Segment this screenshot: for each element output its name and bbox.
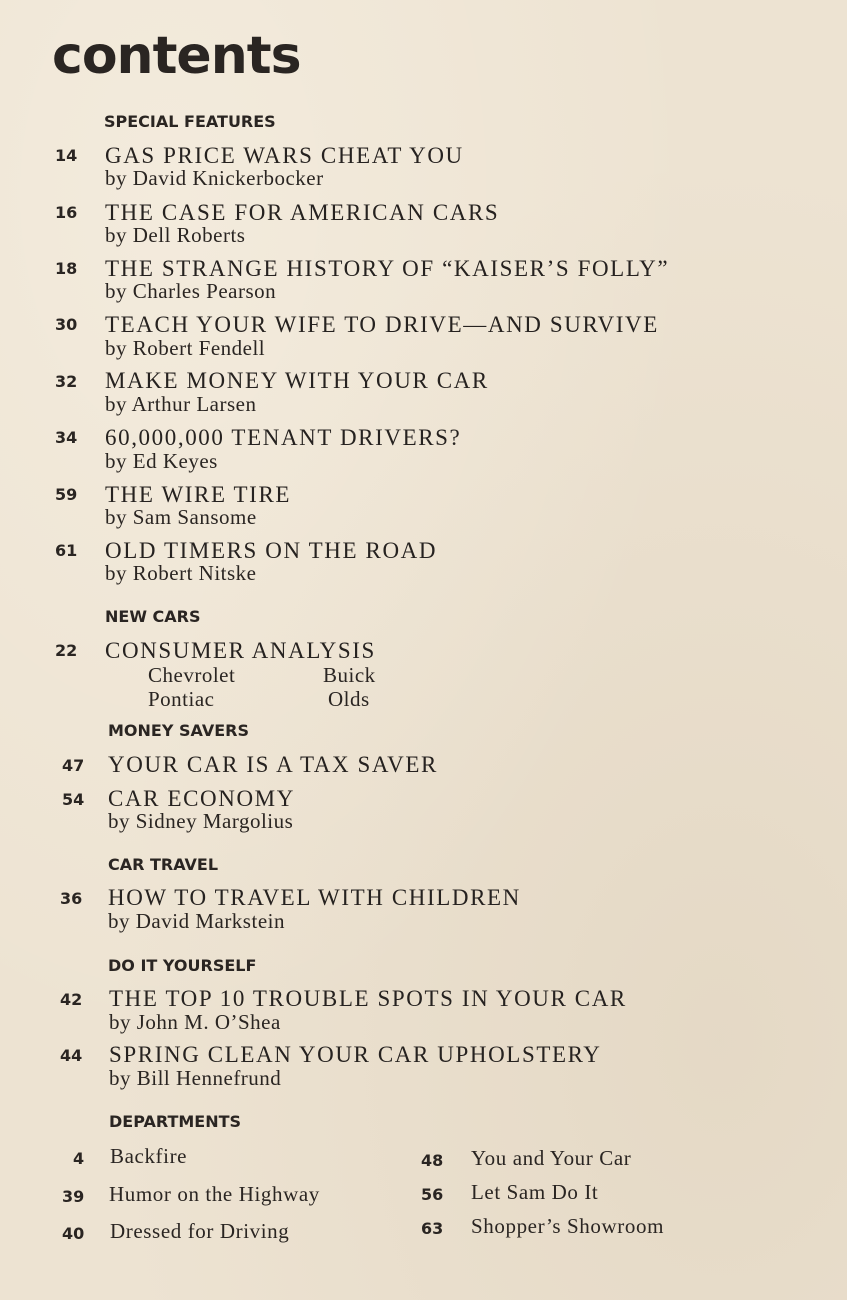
department-title: You and Your Car — [471, 1146, 632, 1170]
article-title: THE STRANGE HISTORY OF “KAISER’S FOLLY” — [105, 256, 670, 281]
department-title: Backfire — [110, 1144, 188, 1168]
department-title: Let Sam Do It — [471, 1180, 599, 1204]
page-number: 61 — [55, 541, 78, 560]
article-title: SPRING CLEAN YOUR CAR UPHOLSTERY — [109, 1042, 602, 1067]
article-title: GAS PRICE WARS CHEAT YOU — [105, 143, 464, 168]
page-number: 16 — [55, 203, 78, 222]
car-model: Pontiac — [148, 687, 215, 711]
page-number: 47 — [62, 756, 85, 775]
car-model: Buick — [323, 663, 376, 687]
page-number: 63 — [421, 1219, 444, 1238]
page-number: 42 — [60, 990, 83, 1009]
article-byline: by Bill Hennefrund — [109, 1066, 282, 1090]
car-model: Chevrolet — [148, 663, 236, 687]
page-number: 32 — [55, 372, 78, 391]
page-number: 4 — [73, 1149, 85, 1168]
page-number: 30 — [55, 315, 78, 334]
article-title: OLD TIMERS ON THE ROAD — [105, 538, 438, 563]
department-title: Humor on the Highway — [109, 1182, 320, 1206]
article-title: MAKE MONEY WITH YOUR CAR — [105, 368, 489, 393]
page-number: 44 — [60, 1046, 83, 1065]
page-number: 54 — [62, 790, 85, 809]
article-byline: by Dell Roberts — [105, 223, 246, 247]
page-number: 34 — [55, 428, 78, 447]
page-number: 36 — [60, 889, 83, 908]
car-model: Olds — [328, 687, 370, 711]
page-number: 48 — [421, 1151, 444, 1170]
department-title: Dressed for Driving — [110, 1219, 290, 1243]
page-number: 56 — [421, 1185, 444, 1204]
section-heading-special-features: SPECIAL FEATURES — [104, 112, 276, 131]
section-heading-do-it-yourself: DO IT YOURSELF — [108, 956, 257, 975]
article-title: CAR ECONOMY — [108, 786, 295, 811]
article-byline: by David Knickerbocker — [105, 166, 324, 190]
page-number: 18 — [55, 259, 78, 278]
page-number: 39 — [62, 1187, 85, 1206]
section-heading-car-travel: CAR TRAVEL — [108, 855, 219, 874]
article-title: YOUR CAR IS A TAX SAVER — [108, 752, 438, 777]
department-title: Shopper’s Showroom — [471, 1214, 665, 1238]
article-byline: by Arthur Larsen — [105, 392, 257, 416]
article-byline: by Sam Sansome — [105, 505, 257, 529]
article-title: CONSUMER ANALYSIS — [105, 638, 376, 663]
section-heading-money-savers: MONEY SAVERS — [108, 721, 249, 740]
article-byline: by Robert Fendell — [105, 336, 266, 360]
page-title: contents — [52, 26, 301, 86]
article-byline: by Robert Nitske — [105, 561, 257, 585]
article-byline: by Ed Keyes — [105, 449, 218, 473]
page-number: 59 — [55, 485, 78, 504]
article-byline: by John M. O’Shea — [109, 1010, 281, 1034]
section-heading-new-cars: NEW CARS — [105, 607, 201, 626]
article-title: HOW TO TRAVEL WITH CHILDREN — [108, 885, 521, 910]
article-byline: by Sidney Margolius — [108, 809, 294, 833]
page-number: 22 — [55, 641, 78, 660]
article-title: 60,000,000 TENANT DRIVERS? — [105, 425, 462, 450]
article-title: THE TOP 10 TROUBLE SPOTS IN YOUR CAR — [109, 986, 627, 1011]
article-title: TEACH YOUR WIFE TO DRIVE—AND SURVIVE — [105, 312, 659, 337]
article-byline: by Charles Pearson — [105, 279, 277, 303]
article-byline: by David Markstein — [108, 909, 285, 933]
page-number: 40 — [62, 1224, 85, 1243]
article-title: THE CASE FOR AMERICAN CARS — [105, 200, 500, 225]
page-number: 14 — [55, 146, 78, 165]
article-title: THE WIRE TIRE — [105, 482, 292, 507]
section-heading-departments: DEPARTMENTS — [109, 1112, 242, 1131]
